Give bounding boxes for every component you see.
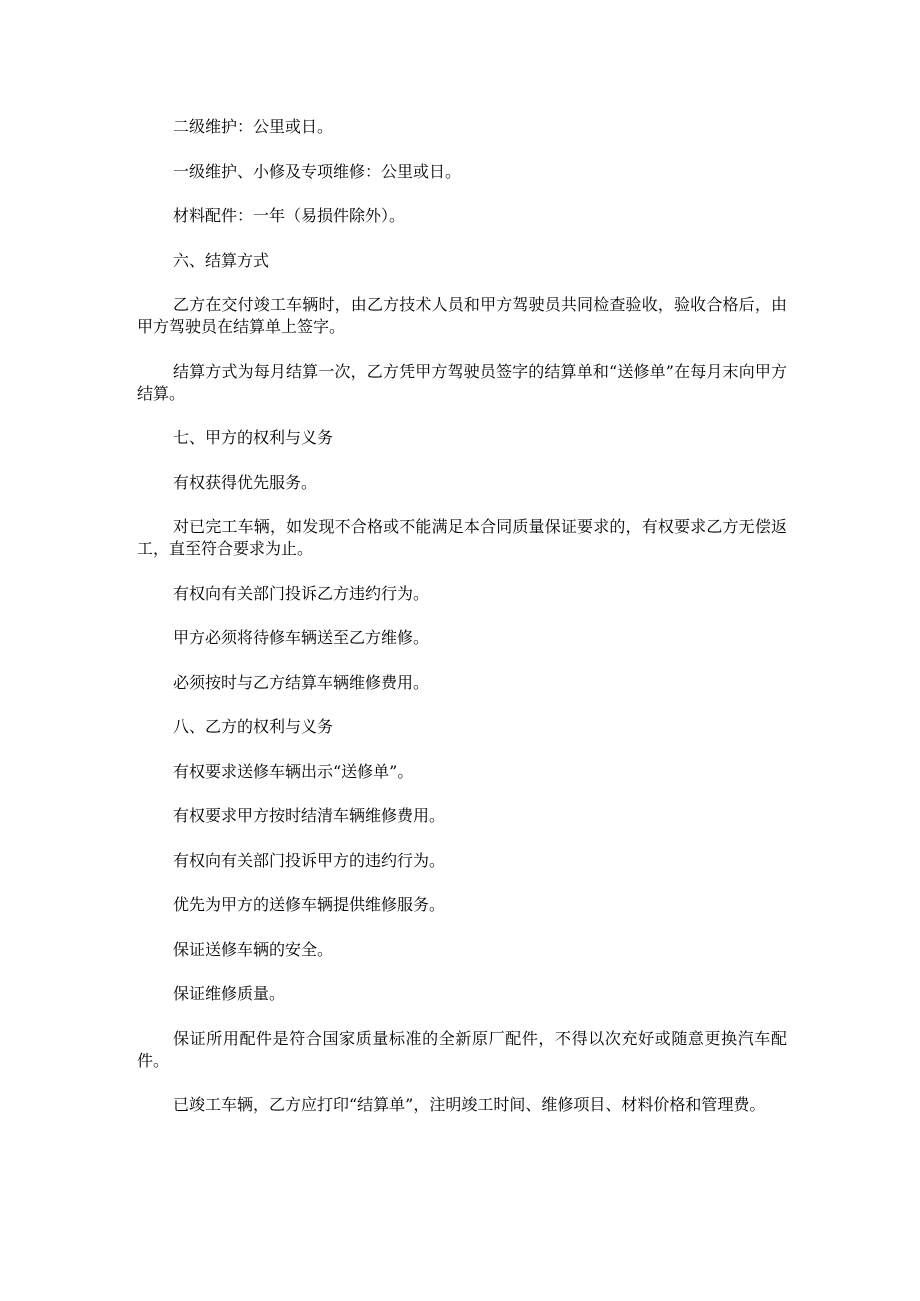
paragraph-party-b-settlement-slip: 已竣工车辆，乙方应打印“结算单”，注明竣工时间、维修项目、材料价格和管理费。 — [173, 1095, 766, 1114]
paragraph-party-a-pay: 必须按时与乙方结算车辆维修费用。 — [173, 672, 430, 692]
section-heading-party-b-rights: 八、乙方的权利与义务 — [173, 717, 334, 736]
paragraph-party-b-genuine-parts: 保证所用配件是符合国家质量标准的全新原厂配件，不得以次充好或随意更换汽车配件。 — [137, 1028, 787, 1070]
paragraph-party-a-complaint: 有权向有关部门投诉乙方违约行为。 — [173, 583, 430, 603]
section-heading-party-a-rights: 七、甲方的权利与义务 — [173, 428, 334, 447]
paragraph-settlement-inspection: 乙方在交付竣工车辆时，由乙方技术人员和甲方驾驶员共同检查验收，验收合格后，由甲方驾驶员在结算单上签字。 — [137, 295, 787, 336]
paragraph-party-a-rework: 对已完工车辆，如发现不合格或不能满足本合同质量保证要求的，有权要求乙方无偿返工，直至符合要求为止。 — [137, 517, 787, 558]
section-heading-settlement: 六、结算方式 — [173, 250, 270, 270]
paragraph-party-a-send-vehicles: 甲方必须将待修车辆送至乙方维修。 — [173, 628, 430, 647]
paragraph-maintenance-level-2: 二级维护：公里或日。 — [173, 117, 334, 136]
paragraph-party-b-priority-service: 优先为甲方的送修车辆提供维修服务。 — [173, 895, 446, 914]
paragraph-parts-warranty: 材料配件：一年（易损件除外）。 — [173, 206, 406, 225]
paragraph-party-b-payment: 有权要求甲方按时结清车辆维修费用。 — [173, 806, 446, 825]
paragraph-party-b-complaint: 有权向有关部门投诉甲方的违约行为。 — [173, 850, 446, 870]
paragraph-settlement-monthly: 结算方式为每月结算一次，乙方凭甲方驾驶员签字的结算单和“送修单”在每月末向甲方结算。 — [137, 361, 787, 403]
paragraph-party-b-safety: 保证送修车辆的安全。 — [173, 939, 334, 959]
paragraph-party-b-quality: 保证维修质量。 — [173, 984, 286, 1003]
document-body — [137, 116, 787, 1139]
paragraph-maintenance-level-1: 一级维护、小修及专项维修：公里或日。 — [173, 161, 462, 181]
paragraph-party-b-repair-order: 有权要求送修车辆出示“送修单”。 — [173, 761, 414, 781]
paragraph-party-a-priority: 有权获得优先服务。 — [173, 472, 318, 492]
